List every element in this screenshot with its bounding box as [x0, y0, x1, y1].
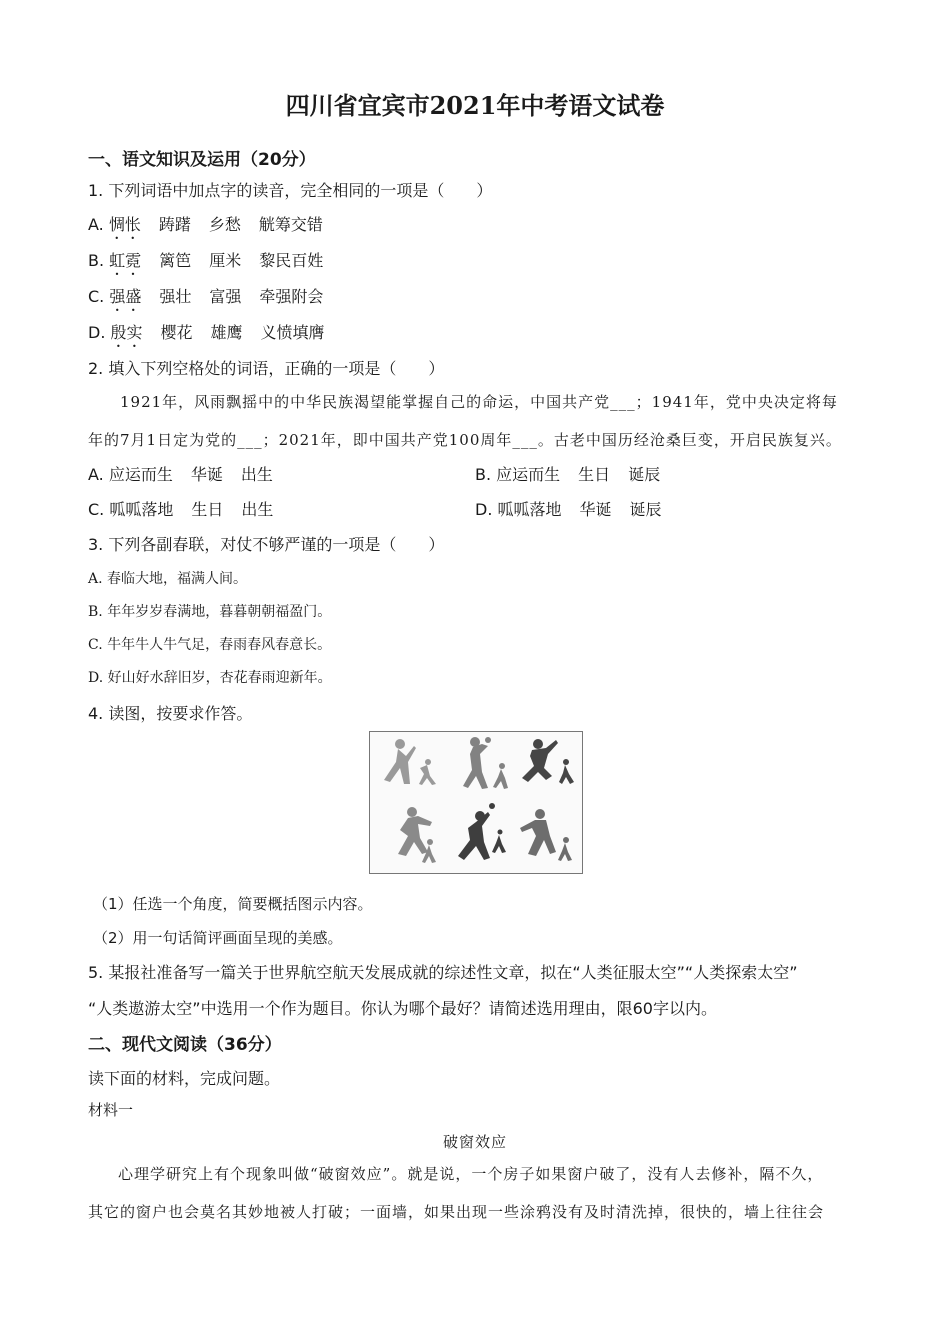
question-3-option-d: D. 好山好水辞旧岁，杏花春雨迎新年。: [88, 670, 332, 686]
question-5-line-2: “人类遨游太空”中选用一个作为题目。你认为哪个最好？请简述选用理由，限60字以内。: [88, 999, 717, 1018]
question-1-option-a: A. 惆怅 踌躇 乡愁 觥筹交错: [88, 215, 323, 234]
sports-silhouettes-image: [369, 731, 583, 874]
material-paragraph-line-1: 心理学研究上有个现象叫做“破窗效应”。就是说，一个房子如果窗户破了，没有人去修补，隔不久，: [118, 1165, 824, 1183]
question-4-sub-1: （1）任选一个角度，简要概括图示内容。: [93, 895, 373, 913]
page-title: 四川省宜宾市2021年中考语文试卷: [285, 91, 665, 120]
material-paragraph-line-2: 其它的窗户也会莫名其妙地被人打破；一面墙，如果出现一些涂鸦没有及时清洗掉，很快的，墙上往往会: [88, 1203, 825, 1221]
material-label: 材料一: [88, 1101, 134, 1119]
question-2-option-c: C. 呱呱落地 生日 出生: [88, 500, 274, 519]
question-3-option-c: C. 牛年牛人牛气足，春雨春风春意长。: [88, 637, 332, 653]
section-heading-1: 一、语文知识及运用（20分）: [88, 150, 316, 170]
question-5-line-1: 5. 某报社准备写一篇关于世界航空航天发展成就的综述性文章，拟在“人类征服太空”“人类探索太空”: [88, 963, 798, 982]
question-3-option-b: B. 年年岁岁春满地，暮暮朝朝福盈门。: [88, 604, 332, 620]
question-4-sub-2: （2）用一句话简评画面呈现的美感。: [93, 929, 343, 947]
section-heading-2: 二、现代文阅读（36分）: [88, 1035, 282, 1055]
question-2-option-a: A. 应运而生 华诞 出生: [88, 465, 273, 484]
reading-intro: 读下面的材料，完成问题。: [88, 1069, 281, 1088]
question-2-stem: 2. 填入下列空格处的词语，正确的一项是（ ）: [88, 359, 445, 378]
question-4-stem: 4. 读图，按要求作答。: [88, 704, 253, 723]
question-1-stem: 1. 下列词语中加点字的读音，完全相同的一项是（ ）: [88, 181, 493, 200]
material-heading: 破窗效应: [442, 1133, 507, 1151]
question-3-stem: 3. 下列各副春联，对仗不够严谨的一项是（ ）: [88, 535, 445, 554]
question-1-option-c: C. 强盛 强壮 富强 牵强附会: [88, 287, 324, 306]
question-2-option-b: B. 应运而生 生日 诞辰: [475, 465, 661, 484]
question-2-passage-line-2: 年的7月1日定为党的___；2021年，即中国共产党100周年___。古老中国历经沧桑巨变，开启民族复兴。: [88, 431, 842, 449]
question-1-option-d: D. 殷实 樱花 雄鹰 义愤填膺: [88, 323, 325, 342]
question-1-option-b: B. 虹霓 篱笆 厘米 黎民百姓: [88, 251, 324, 270]
question-2-passage-line-1: 1921年，风雨飘摇中的中华民族渴望能掌握自己的命运，中国共产党___；1941年，党中央决定将每: [120, 393, 838, 411]
question-2-option-d: D. 呱呱落地 华诞 诞辰: [475, 500, 662, 519]
question-3-option-a: A. 春临大地，福满人间。: [88, 571, 248, 587]
